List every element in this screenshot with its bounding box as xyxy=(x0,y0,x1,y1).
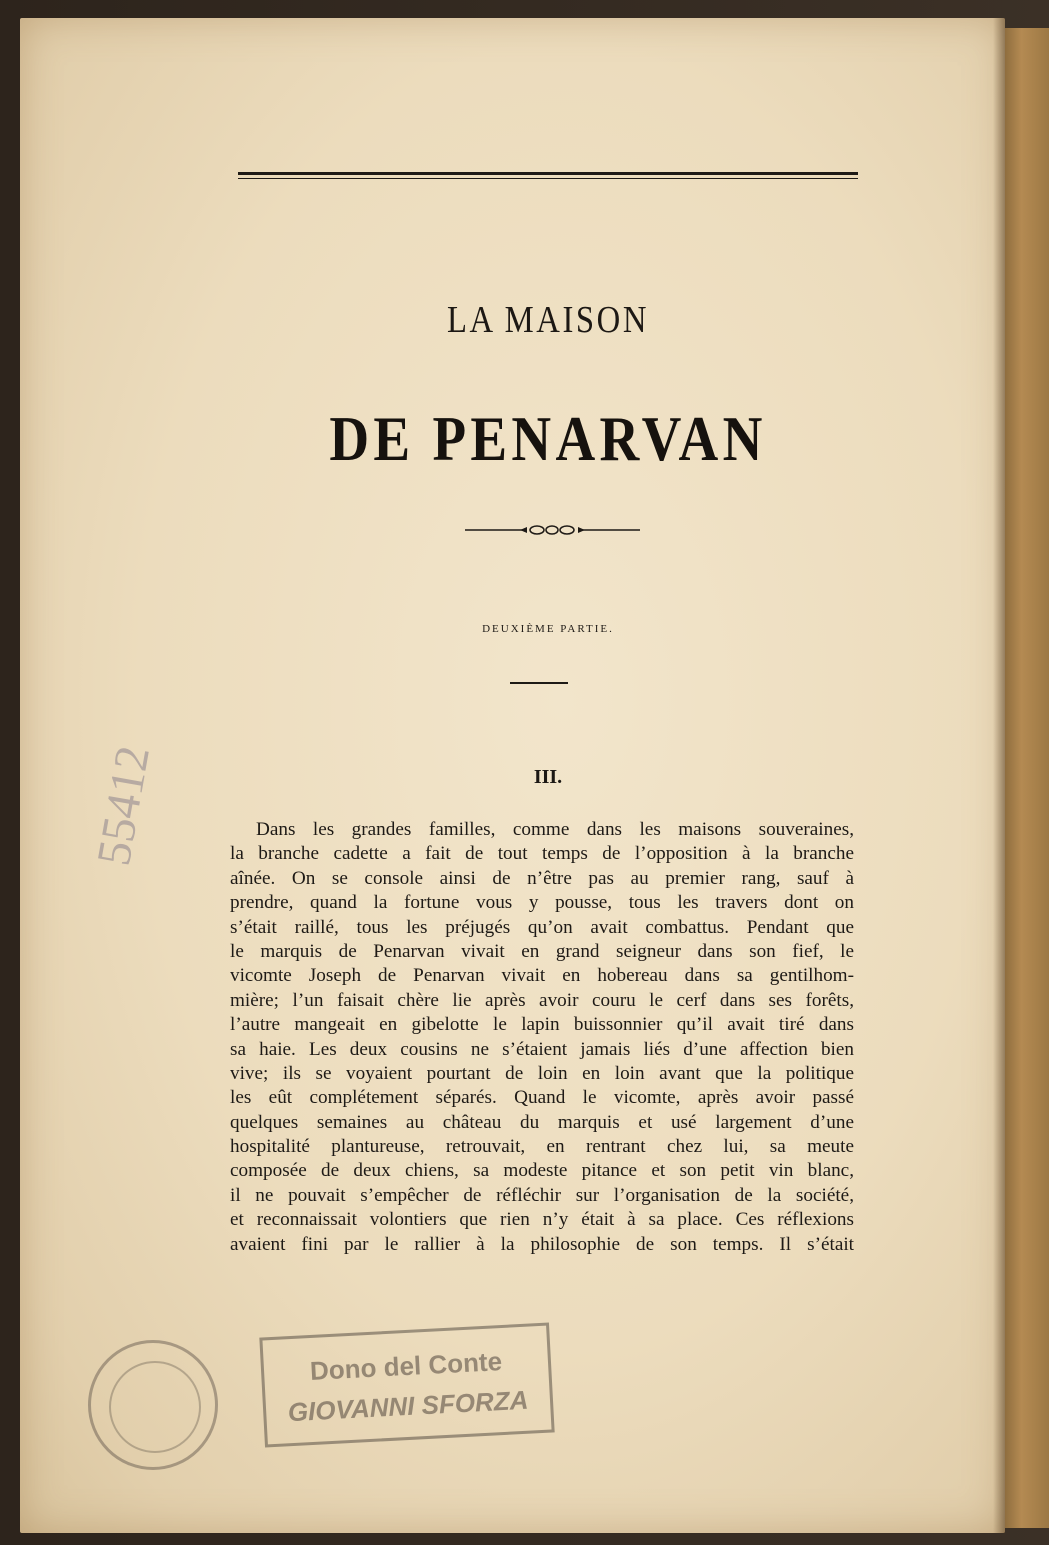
ornament-divider-icon xyxy=(465,520,640,540)
text-line: quelques semaines au château du marquis et usé largement d’une xyxy=(230,1111,854,1133)
text-line: hospitalité plantureuse, retrouvait, en rentrant chez lui, sa meute xyxy=(230,1136,854,1158)
part-label: DEUXIÈME PARTIE. xyxy=(482,623,614,635)
title-line-2: DE PENARVAN xyxy=(329,403,767,474)
page-fold-shadow xyxy=(993,18,1005,1533)
facing-page-edge xyxy=(1003,28,1049,1528)
text-line: prendre, quand la fortune vous y pousse, tous les travers dont on xyxy=(230,892,854,914)
text-line: sa haie. Les deux cousins ne s’étaient jamais liés d’une affection bien xyxy=(230,1038,854,1060)
library-seal-stamp xyxy=(88,1340,218,1470)
header-rule-thin xyxy=(238,178,858,179)
text-line: composée de deux chiens, sa modeste pitance et son petit vin blanc, xyxy=(230,1160,854,1182)
section-rule xyxy=(510,682,568,684)
text-line: et reconnaissait volontiers que rien n’y était à sa place. Ces réflexions xyxy=(230,1209,854,1231)
text-line: s’était raillé, tous les préjugés qu’on avait combattus. Pendant que xyxy=(230,916,854,938)
text-line: il ne pouvait s’empêcher de réfléchir sur l’organisation de la société, xyxy=(230,1184,854,1206)
title-line-1: LA MAISON xyxy=(446,299,650,341)
donation-stamp-line-2: GIOVANNI SFORZA xyxy=(287,1384,530,1428)
shelfmark-number: 55412 xyxy=(86,741,161,870)
donation-stamp-line-1: Dono del Conte xyxy=(309,1346,503,1387)
text-line: les eût complétement séparés. Quand le vicomte, après avoir passé xyxy=(230,1087,854,1109)
donation-stamp xyxy=(259,1322,554,1447)
header-rule-thick xyxy=(238,172,858,175)
text-line: avaient fini par le rallier à la philosophie de son temps. Il s’était xyxy=(230,1233,854,1255)
text-line: vicomte Joseph de Penarvan vivait en hobereau dans sa gentilhom- xyxy=(230,965,854,987)
body-text xyxy=(230,818,854,1257)
text-line: le marquis de Penarvan vivait en grand seigneur dans son fief, le xyxy=(230,940,854,962)
library-seal-inner-ring xyxy=(109,1361,201,1453)
text-line: la branche cadette a fait de tout temps de l’opposition à la branche xyxy=(230,843,854,865)
chapter-number: III. xyxy=(533,766,563,788)
text-line: vive; ils se voyaient pourtant de loin en loin avant que la politique xyxy=(230,1062,854,1084)
text-line: aînée. On se console ainsi de n’être pas au premier rang, sauf à xyxy=(230,867,854,889)
text-line: l’autre mangeait en gibelotte le lapin buissonnier qu’il avait tiré dans xyxy=(230,1014,854,1036)
text-line: Dans les grandes familles, comme dans les maisons souveraines, xyxy=(256,819,854,840)
text-line: mière; l’un faisait chère lie après avoir couru le cerf dans ses forêts, xyxy=(230,989,854,1011)
